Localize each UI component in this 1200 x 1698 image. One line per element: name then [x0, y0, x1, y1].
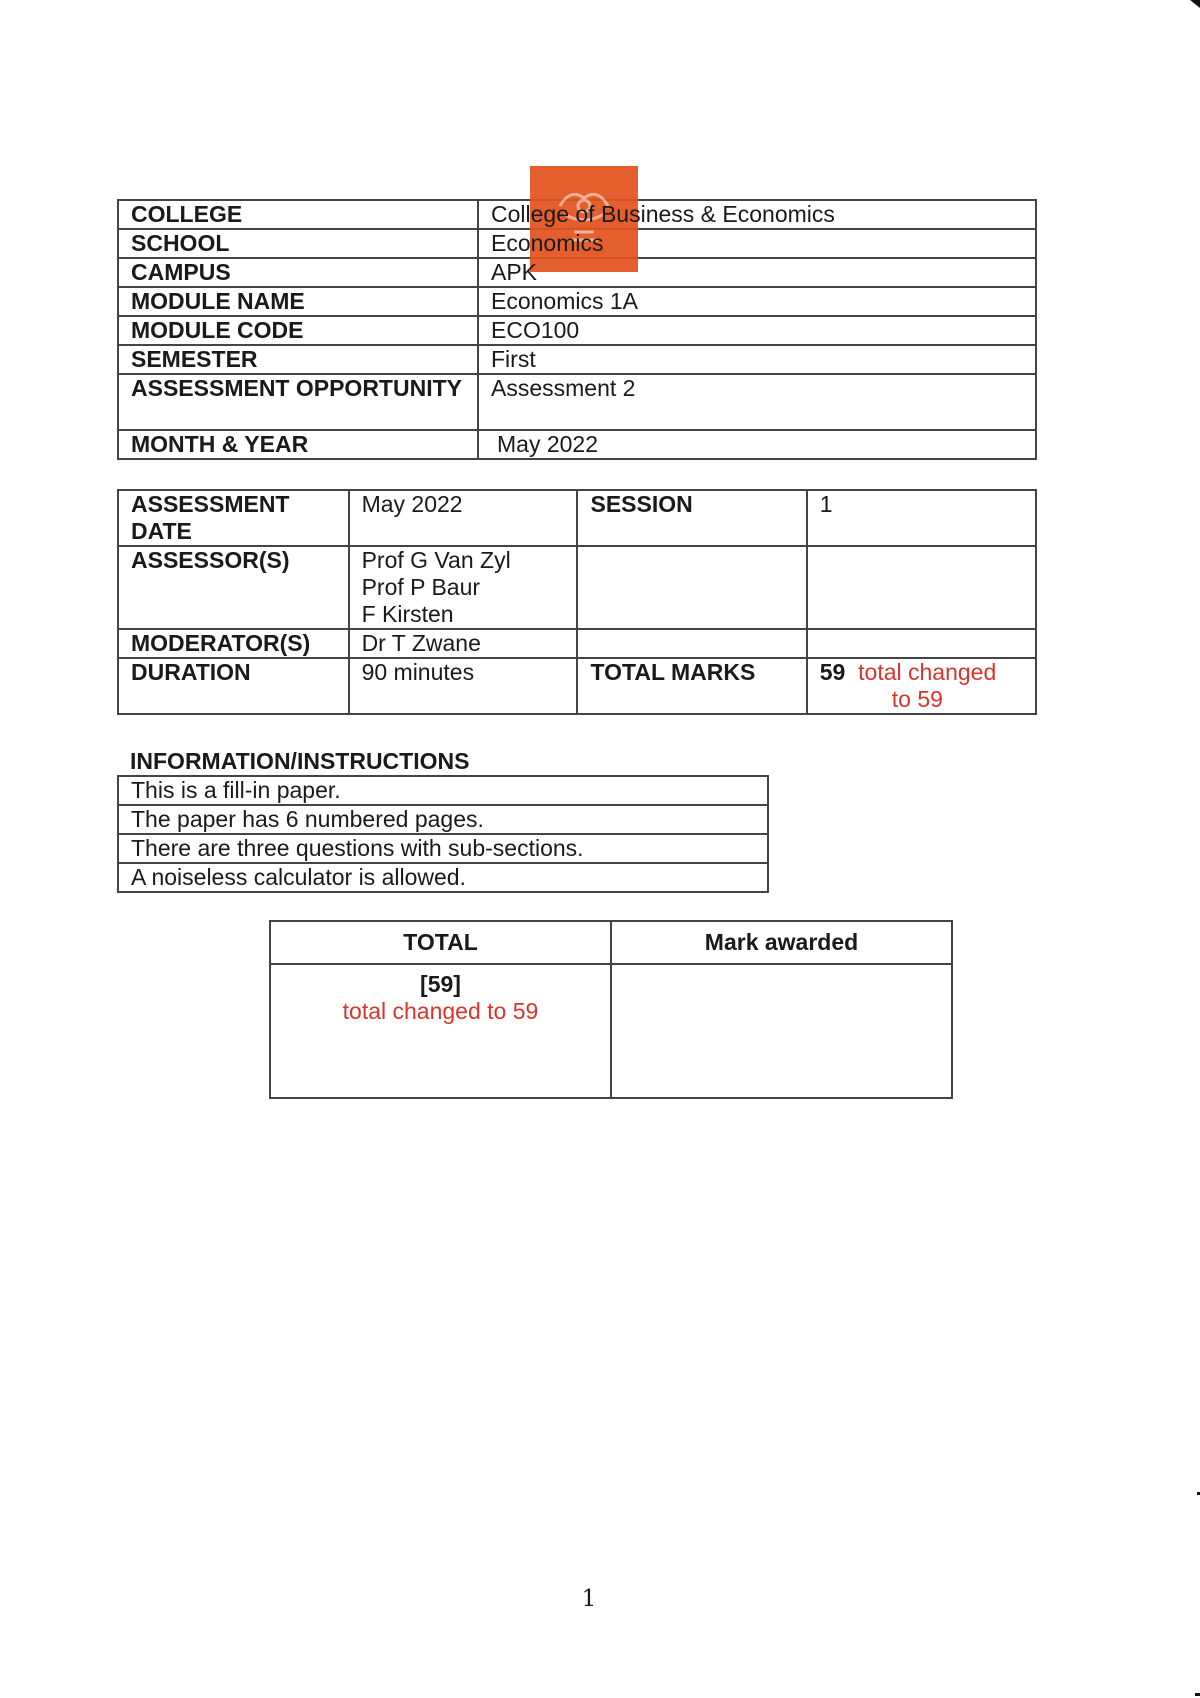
details-value: Economics 1A	[478, 287, 1036, 316]
session-label: SESSION	[577, 490, 806, 546]
assessor-name: Prof P Baur	[361, 574, 481, 600]
details-row	[118, 430, 1036, 459]
assessment-date-label: ASSESSMENT DATE	[118, 490, 349, 546]
total-value: [59]	[420, 971, 461, 997]
assessment-row	[118, 546, 1036, 629]
assessment-info-table	[117, 489, 1037, 715]
details-row	[118, 345, 1036, 374]
details-row	[118, 374, 1036, 430]
details-row	[118, 287, 1036, 316]
instruction-row	[118, 776, 768, 805]
instruction-item: There are three questions with sub-sections.	[118, 834, 768, 863]
details-label: MONTH & YEAR	[118, 430, 478, 459]
assessment-date-value: May 2022	[349, 490, 578, 546]
details-value: Assessment 2	[478, 374, 1036, 430]
assessment-row	[118, 629, 1036, 658]
instruction-row	[118, 863, 768, 892]
total-marks-value: 59	[819, 659, 846, 685]
details-row	[118, 316, 1036, 345]
assessment-row	[118, 490, 1036, 546]
total-note: total changed to 59	[342, 998, 539, 1024]
totals-header-row	[270, 921, 952, 964]
details-label: MODULE CODE	[118, 316, 478, 345]
details-value: Economics	[478, 229, 1036, 258]
details-label: SEMESTER	[118, 345, 478, 374]
instruction-row	[118, 834, 768, 863]
details-value: College of Business & Economics	[478, 200, 1036, 229]
page-number: 1	[581, 1586, 597, 1612]
assessors-label: ASSESSOR(S)	[118, 546, 349, 629]
duration-label: DURATION	[118, 658, 349, 714]
empty-cell	[577, 629, 806, 658]
empty-cell	[807, 629, 1036, 658]
instruction-item: A noiseless calculator is allowed.	[118, 863, 768, 892]
instruction-item: The paper has 6 numbered pages.	[118, 805, 768, 834]
details-row	[118, 200, 1036, 229]
details-value: APK	[478, 258, 1036, 287]
details-value: ECO100	[478, 316, 1036, 345]
instruction-item: This is a fill-in paper.	[118, 776, 768, 805]
assessment-row	[118, 658, 1036, 714]
instruction-row	[118, 805, 768, 834]
session-value: 1	[807, 490, 1036, 546]
details-label: CAMPUS	[118, 258, 478, 287]
empty-cell	[807, 546, 1036, 629]
assessor-name: Prof G Van Zyl	[361, 547, 511, 573]
totals-row	[270, 964, 952, 1098]
assessors-list	[349, 546, 578, 629]
totals-table	[269, 920, 953, 1099]
details-label: SCHOOL	[118, 229, 478, 258]
empty-cell	[577, 546, 806, 629]
details-value: May 2022	[478, 430, 1036, 459]
assessor-name: F Kirsten	[361, 601, 454, 627]
details-value: First	[478, 345, 1036, 374]
page-edge-mark	[1195, 1693, 1200, 1696]
details-label: ASSESSMENT OPPORTUNITY	[118, 374, 478, 430]
module-details-table	[117, 199, 1037, 460]
details-label: COLLEGE	[118, 200, 478, 229]
total-marks-label: TOTAL MARKS	[577, 658, 806, 714]
page-corner-mark	[1190, 0, 1200, 8]
details-label: MODULE NAME	[118, 287, 478, 316]
moderators-value: Dr T Zwane	[349, 629, 578, 658]
mark-awarded-header: Mark awarded	[611, 921, 952, 964]
details-row	[118, 229, 1036, 258]
total-header: TOTAL	[270, 921, 611, 964]
instructions-table	[117, 775, 769, 893]
total-marks-note: total changed	[858, 659, 997, 685]
total-cell	[270, 964, 611, 1098]
mark-awarded-cell[interactable]	[611, 964, 952, 1098]
total-marks-note: to 59	[891, 686, 943, 712]
moderators-label: MODERATOR(S)	[118, 629, 349, 658]
instructions-title: INFORMATION/INSTRUCTIONS	[130, 748, 470, 774]
total-marks-cell	[807, 658, 1036, 714]
duration-value: 90 minutes	[349, 658, 578, 714]
